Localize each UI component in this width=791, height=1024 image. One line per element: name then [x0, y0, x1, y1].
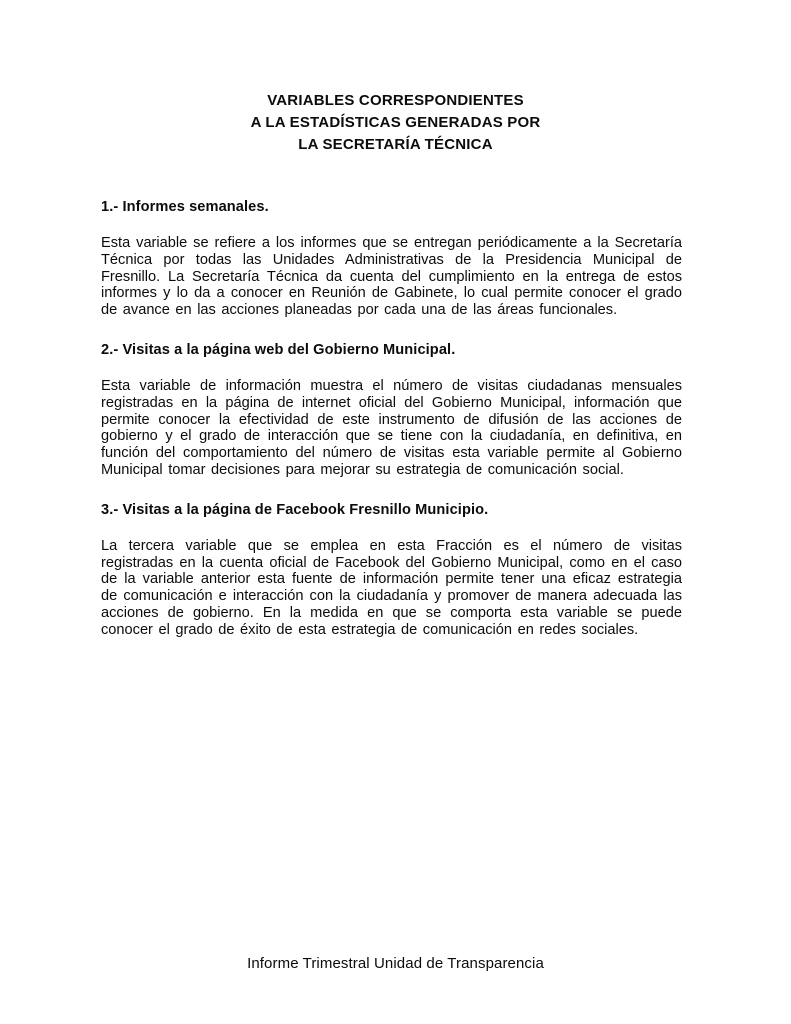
title-line-1: VARIABLES CORRESPONDIENTES: [267, 92, 524, 109]
footer-text: Informe Trimestral Unidad de Transparencia: [247, 955, 544, 972]
section-paragraph: La tercera variable que se emplea en esta Fracción es el número de visitas registradas en la cuenta oficial de Facebook del Gobierno Municipal, como en el caso de la variable anterior esta fuente de información permite tener una eficaz estrategia de comunicación e interacción con la ciudadanía y promover de manera adecuada las acciones de gobierno. En la medida en que se comporta esta variable se puede conocer el grado de éxito de esta estrategia de comunicación en redes sociales.: [101, 537, 682, 638]
section-heading: 1.- Informes semanales.: [101, 199, 269, 215]
section-paragraph: Esta variable se refiere a los informes que se entregan periódicamente a la Secretaría Técnica por todas las Unidades Administrativas de la Presidencia Municipal de Fresnillo. La Secretaría Técnica da cuenta del cumplimiento en la entrega de estos informes y lo da a conocer en Reunión de Gabinete, lo cual permite conocer el grado de avance en las acciones planeadas por cada una de las áreas funcionales.: [101, 235, 682, 319]
title-line-3: LA SECRETARÍA TÉCNICA: [298, 136, 493, 153]
section-heading: 2.- Visitas a la página web del Gobierno Municipal.: [101, 341, 456, 358]
title-line-2: A LA ESTADÍSTICAS GENERADAS POR: [250, 114, 541, 131]
section-paragraph: Esta variable de información muestra el número de visitas ciudadanas mensuales registradas en la página de internet oficial del Gobierno Municipal, información que permite conocer la efectividad de este instrumento de difusión de las acciones de gobierno y el grado de interacción que se tiene con la ciudadanía, en definitiva, en función del comportamiento del número de visitas esta variable permite al Gobierno Municipal tomar decisiones para mejorar su estrategia de comunicación social.: [101, 377, 682, 478]
section-visitas-pagina-web: [101, 342, 682, 479]
section-informes-semanales: [101, 199, 682, 319]
document-title: [0, 90, 791, 156]
page-footer: [0, 955, 791, 972]
section-visitas-facebook: [101, 502, 682, 639]
document-body: [101, 199, 682, 662]
section-heading: 3.- Visitas a la página de Facebook Fresnillo Municipio.: [101, 501, 489, 518]
